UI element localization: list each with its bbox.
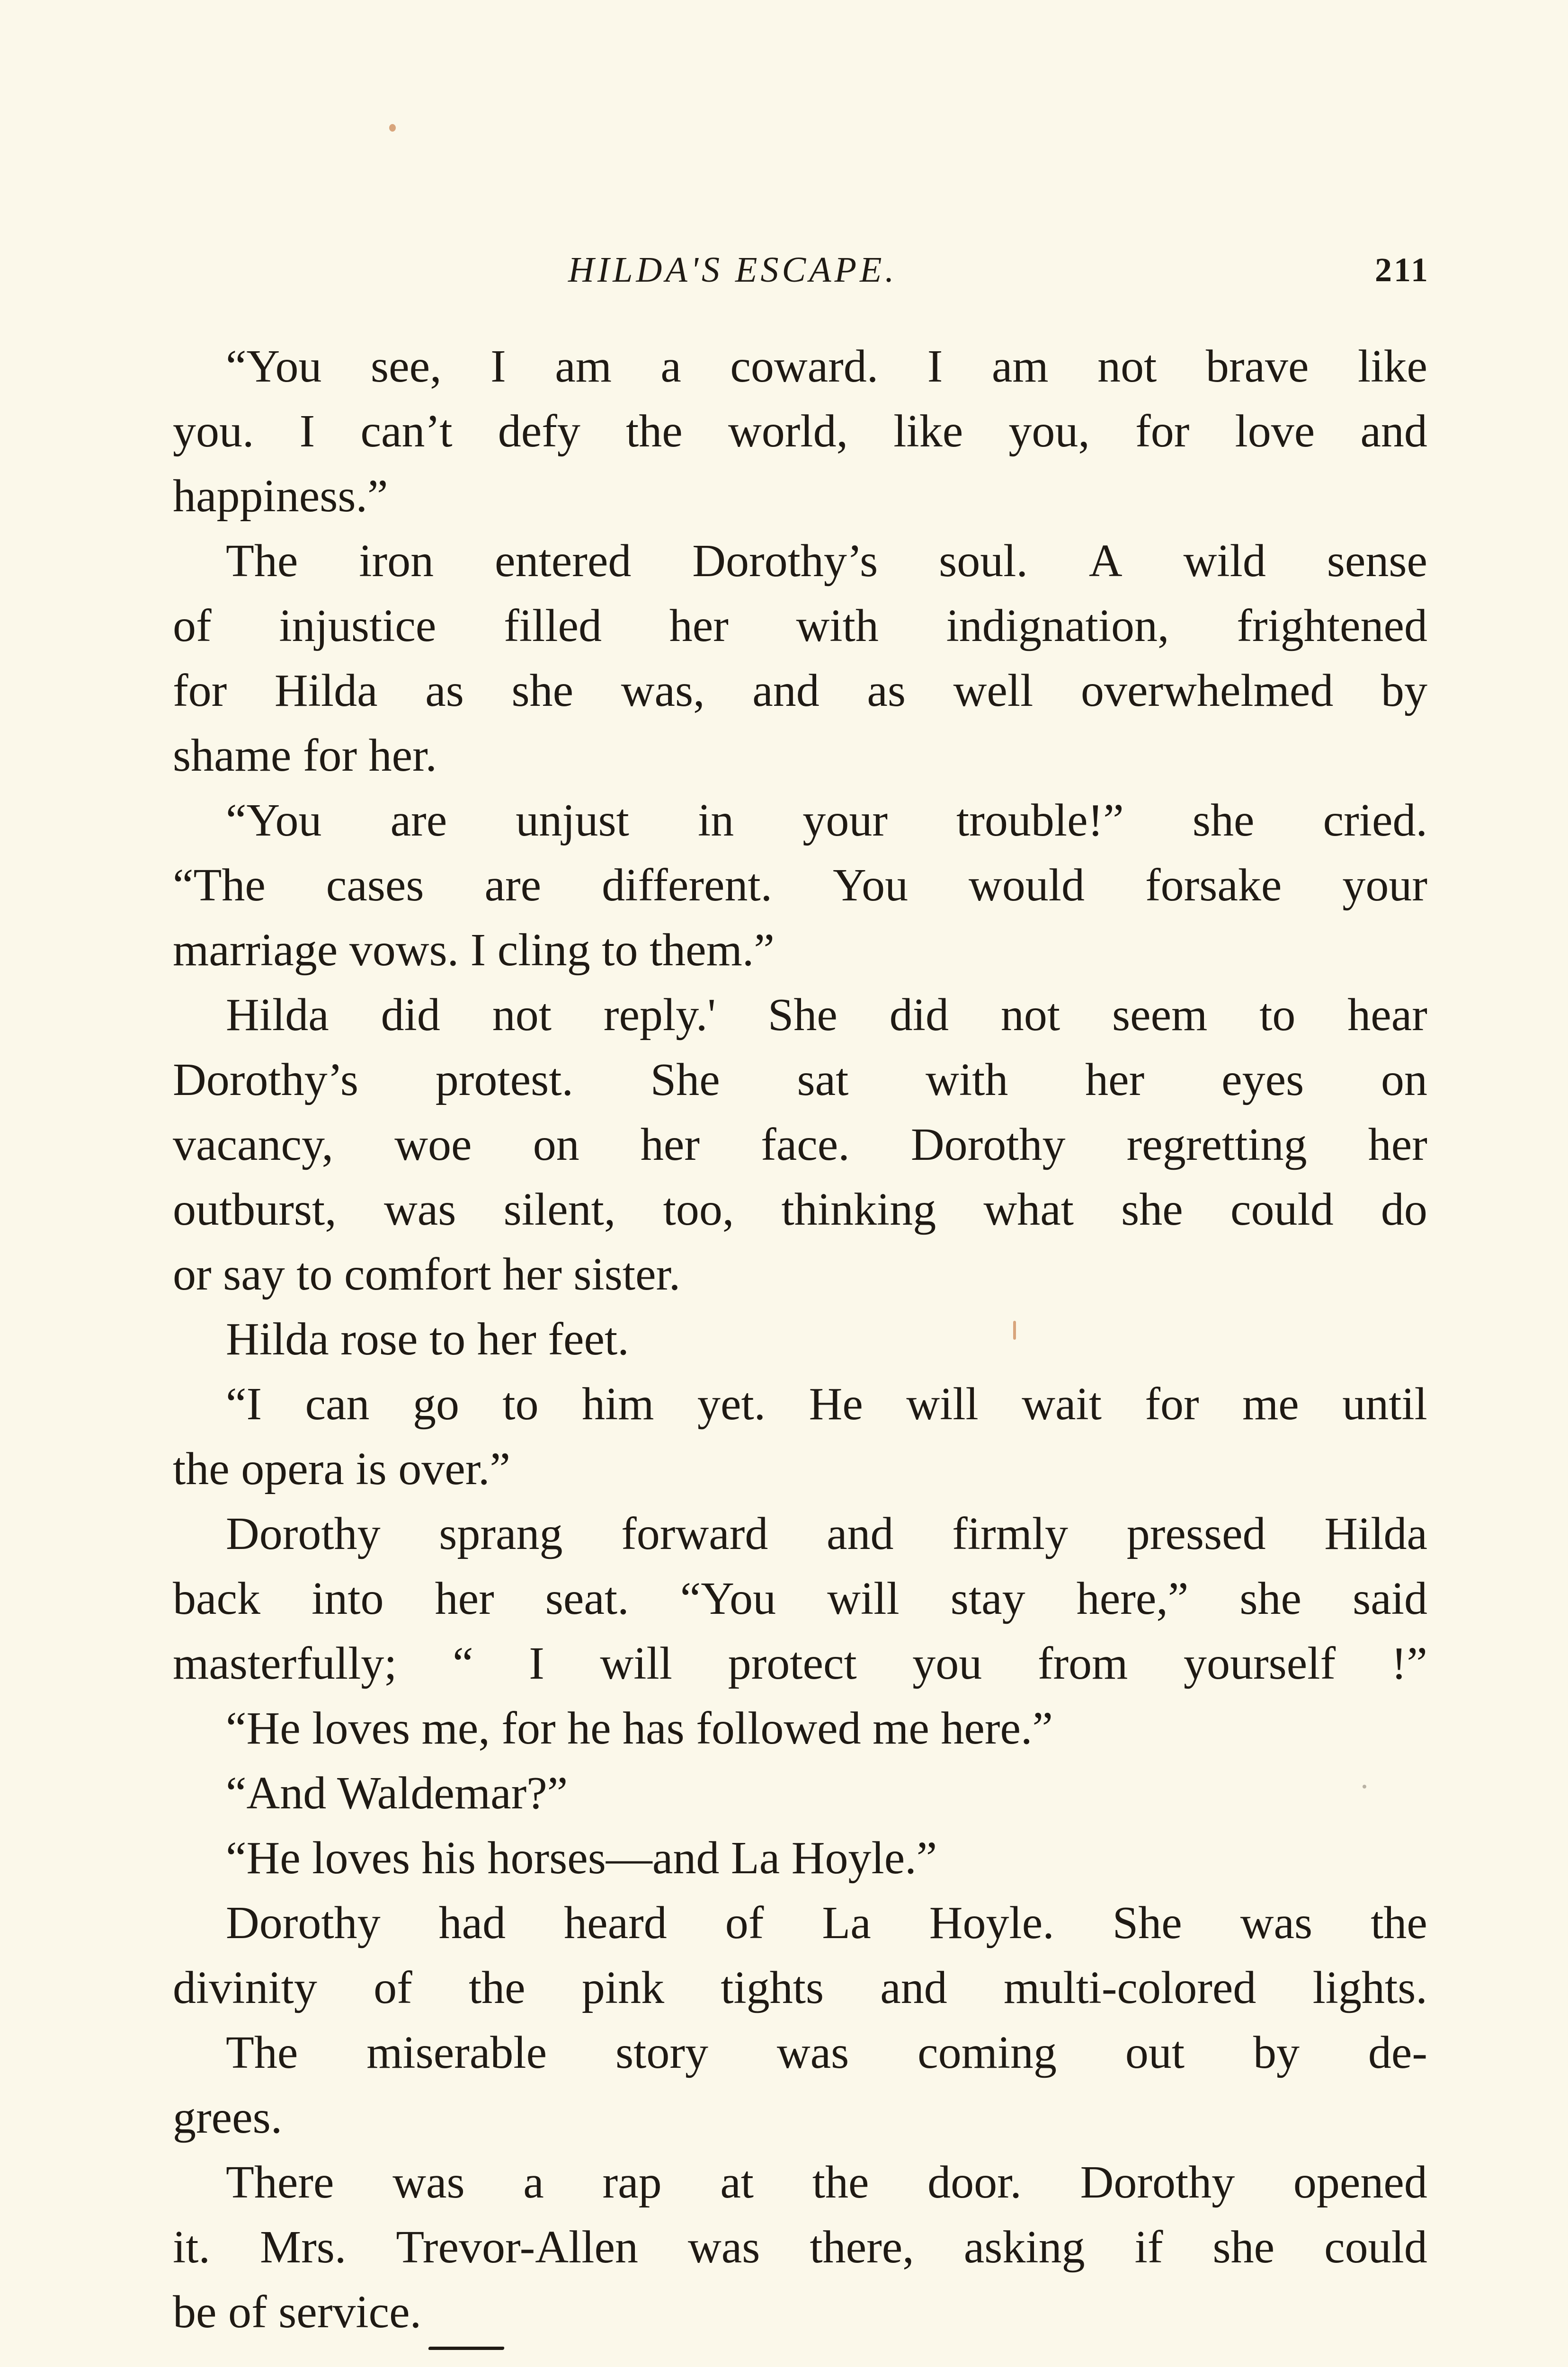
word: am [991, 341, 1049, 392]
word: “I [226, 1379, 262, 1430]
word: A [1088, 535, 1123, 587]
word: forsake [1145, 860, 1282, 911]
word: “ [453, 1638, 473, 1689]
word: There [226, 2157, 334, 2208]
word: injustice [279, 600, 437, 651]
word: The [226, 2027, 298, 2078]
text-line [173, 1891, 1427, 1956]
word: I [490, 341, 506, 392]
word: can’t [360, 406, 453, 457]
word: she [1121, 1184, 1183, 1235]
word: world, [728, 406, 848, 457]
text-line-words [173, 594, 1427, 658]
text-line-words [226, 334, 1427, 399]
word: rap [602, 2157, 662, 2208]
word: to [1259, 989, 1296, 1041]
word: !” [1391, 1638, 1427, 1689]
text-line-words [226, 1372, 1427, 1437]
word: seat. [545, 1573, 629, 1624]
word: could [1324, 2222, 1427, 2273]
word: Dorothy’s [173, 1054, 358, 1105]
paper-speck [389, 124, 396, 132]
word: and [1360, 406, 1427, 457]
word: was [392, 2157, 465, 2208]
word: coming [918, 2027, 1057, 2078]
word: Dorothy [1080, 2157, 1235, 2208]
word: her [640, 1119, 700, 1170]
word: firmly [952, 1508, 1069, 1559]
word: the [626, 406, 683, 457]
word: wild [1183, 535, 1266, 587]
word: until [1342, 1379, 1427, 1430]
word: and [880, 1962, 947, 2013]
word: you, [1008, 406, 1090, 457]
text-line-words [226, 529, 1427, 594]
word: iron [359, 535, 434, 587]
word: by [1253, 2027, 1300, 2078]
word: wait [1022, 1379, 1102, 1430]
text-line-words [226, 1502, 1427, 1566]
word: protect [728, 1638, 857, 1689]
text-line-words [173, 1177, 1427, 1242]
word: and [752, 665, 820, 716]
word: heard [564, 1897, 667, 1949]
word: will [906, 1379, 979, 1430]
word: not [1000, 989, 1060, 1041]
word: love [1235, 406, 1315, 457]
end-ornament-dash [428, 2347, 504, 2350]
word: of [173, 600, 212, 651]
word: sense [1327, 535, 1427, 587]
word: She [650, 1054, 720, 1105]
word: was [687, 2222, 760, 2273]
word: Dorothy [226, 1897, 381, 1949]
word: forward [621, 1508, 768, 1559]
text-line [173, 853, 1427, 918]
word: there, [810, 2222, 914, 2273]
word: can [305, 1379, 370, 1430]
word: protest. [435, 1054, 573, 1105]
word: frightened [1237, 600, 1427, 651]
word: eyes [1221, 1054, 1304, 1105]
word: am [555, 341, 612, 392]
text-line-words [173, 1956, 1427, 2020]
word: pink [581, 1962, 665, 2013]
word: you [912, 1638, 982, 1689]
word: miserable [366, 2027, 547, 2078]
word: seem [1112, 989, 1208, 1041]
text-line-words [173, 1631, 1427, 1696]
text-line: marriage vows. I cling to them.” [173, 925, 775, 976]
word: opened [1293, 2157, 1427, 2208]
word: into [312, 1573, 384, 1624]
running-title: HILDA'S ESCAPE. [568, 250, 898, 290]
word: the [1371, 1897, 1427, 1949]
word: as [425, 665, 464, 716]
word: The [226, 535, 298, 587]
word: thinking [781, 1184, 936, 1235]
word: will [827, 1573, 900, 1624]
text-line: shame for her. [173, 730, 437, 781]
word: me [1242, 1379, 1299, 1430]
word: too, [663, 1184, 734, 1235]
word: Dorothy’s [692, 535, 878, 587]
text-line-words [173, 399, 1427, 464]
text-line-words [226, 2020, 1427, 2085]
word: divinity [173, 1962, 317, 2013]
word: go [412, 1379, 459, 1430]
word: said [1353, 1573, 1427, 1624]
text-line [173, 1631, 1427, 1696]
word: coward. [730, 341, 879, 392]
word: Hilda [1324, 1508, 1427, 1559]
text-line-words [173, 1566, 1427, 1631]
paper-speck [1363, 1785, 1366, 1789]
word: vacancy, [173, 1119, 334, 1170]
word: for [173, 665, 227, 716]
word: yourself [1184, 1638, 1336, 1689]
word: “The [173, 860, 266, 911]
text-line [173, 2215, 1427, 2280]
word: would [969, 860, 1085, 911]
word: not [492, 989, 552, 1041]
word: her [1368, 1119, 1427, 1170]
word: your [802, 795, 888, 846]
word: I [927, 341, 943, 392]
word: brave [1205, 341, 1309, 392]
word: by [1381, 665, 1427, 716]
word: multi-colored [1003, 1962, 1256, 2013]
word: Hoyle. [929, 1897, 1054, 1949]
word: door. [927, 2157, 1022, 2208]
text-line [173, 1112, 1427, 1177]
word: You [833, 860, 909, 911]
text-line [173, 2150, 1427, 2215]
word: the [468, 1962, 526, 2013]
text-line-words [226, 983, 1427, 1048]
word: sat [797, 1054, 849, 1105]
word: She [767, 989, 837, 1041]
word: as [867, 665, 906, 716]
word: regretting [1126, 1119, 1307, 1170]
word: her [435, 1573, 494, 1624]
word: de- [1368, 2027, 1427, 2078]
word: to [502, 1379, 539, 1430]
text-line [173, 334, 1427, 399]
text-line: “He loves his horses—and La Hoyle.” [226, 1833, 937, 1884]
text-line [173, 1048, 1427, 1112]
word: “You [680, 1573, 776, 1624]
word: could [1230, 1184, 1334, 1235]
text-line-words [173, 1112, 1427, 1177]
page-number: 211 [1374, 251, 1430, 289]
word: him [582, 1379, 654, 1430]
word: trouble!” [956, 795, 1124, 846]
word: yet. [697, 1379, 766, 1430]
word: she [1192, 795, 1255, 846]
word: your [1342, 860, 1427, 911]
word: Mrs. [259, 2222, 347, 2273]
text-line [173, 983, 1427, 1048]
word: it. [173, 2222, 210, 2273]
text-line [173, 529, 1427, 594]
word: entered [495, 535, 632, 587]
word: face. [761, 1119, 850, 1170]
text-line [173, 1502, 1427, 1566]
word: at [720, 2157, 754, 2208]
word: outburst, [173, 1184, 337, 1235]
word: cried. [1323, 795, 1427, 846]
word: her [1085, 1054, 1145, 1105]
text-line: happiness.” [173, 471, 388, 522]
word: overwhelmed [1080, 665, 1334, 716]
word: had [438, 1897, 506, 1949]
word: are [390, 795, 447, 846]
word: in [697, 795, 734, 846]
word: cases [326, 860, 424, 911]
word: woe [394, 1119, 472, 1170]
word: of [374, 1962, 412, 2013]
word: a [660, 341, 681, 392]
word: do [1381, 1184, 1427, 1235]
text-line [173, 1177, 1427, 1242]
text-line: Hilda rose to her feet. [226, 1314, 629, 1365]
word: for [1135, 406, 1190, 457]
text-line-words [226, 1891, 1427, 1956]
text-line-words [173, 1048, 1427, 1112]
word: lights. [1312, 1962, 1427, 2013]
word: “You [226, 795, 322, 846]
word: like [1357, 341, 1427, 392]
word: Dorothy [226, 1508, 381, 1559]
word: He [809, 1379, 863, 1430]
word: I [299, 406, 315, 457]
word: a [523, 2157, 544, 2208]
word: with [926, 1054, 1008, 1105]
word: she [1212, 2222, 1275, 2273]
text-line-words [226, 2150, 1427, 2215]
word: will [600, 1638, 672, 1689]
word: you. [173, 406, 254, 457]
text-line [173, 788, 1427, 853]
word: with [796, 600, 879, 651]
text-line: or say to comfort her sister. [173, 1249, 681, 1300]
word: asking [963, 2222, 1085, 2273]
word: stay [950, 1573, 1025, 1624]
word: La [822, 1897, 871, 1949]
text-line: grees. [173, 2092, 283, 2143]
word: from [1037, 1638, 1128, 1689]
text-line-words [173, 2215, 1427, 2280]
word: defy [498, 406, 580, 457]
word: story [615, 2027, 708, 2078]
word: did [889, 989, 949, 1041]
word: well [953, 665, 1033, 716]
word: indignation, [946, 600, 1169, 651]
word: Dorothy [910, 1119, 1066, 1170]
word: out [1125, 2027, 1185, 2078]
word: filled [504, 600, 602, 651]
word: Hilda [274, 665, 378, 716]
word: reply.' [603, 989, 716, 1041]
word: for [1145, 1379, 1199, 1430]
word: masterfully; [173, 1638, 397, 1689]
word: see, [370, 341, 442, 392]
word: “You [226, 341, 322, 392]
word: was [776, 2027, 849, 2078]
text-line [173, 1566, 1427, 1631]
text-line [173, 2020, 1427, 2085]
text-line: “And Waldemar?” [226, 1768, 568, 1819]
word: unjust [516, 795, 629, 846]
word: Trevor-Allen [396, 2222, 638, 2273]
word: here,” [1076, 1573, 1189, 1624]
word: She [1112, 1897, 1182, 1949]
word: Hilda [226, 989, 329, 1041]
word: I [529, 1638, 544, 1689]
word: hear [1347, 989, 1427, 1041]
word: of [725, 1897, 764, 1949]
word: the [812, 2157, 869, 2208]
word: on [1381, 1054, 1427, 1105]
paper-speck [1013, 1321, 1016, 1340]
word: what [983, 1184, 1074, 1235]
word: if [1134, 2222, 1163, 2273]
word: back [173, 1573, 260, 1624]
word: her [669, 600, 729, 651]
word: and [826, 1508, 894, 1559]
word: silent, [503, 1184, 616, 1235]
word: she [511, 665, 574, 716]
text-line: be of service. [173, 2287, 422, 2338]
word: on [533, 1119, 579, 1170]
text-line: the opera is over.” [173, 1443, 510, 1495]
word: was, [621, 665, 705, 716]
word: she [1239, 1573, 1302, 1624]
text-line-words [173, 658, 1427, 723]
text-line-words [173, 853, 1427, 918]
text-line [173, 1372, 1427, 1437]
word: was [1240, 1897, 1313, 1949]
word: are [484, 860, 542, 911]
text-line-words [226, 788, 1427, 853]
word: tights [721, 1962, 824, 2013]
text-line [173, 1956, 1427, 2020]
text-line [173, 658, 1427, 723]
word: did [381, 989, 440, 1041]
text-line: “He loves me, for he has followed me here.” [226, 1703, 1053, 1754]
text-line [173, 399, 1427, 464]
body-text [173, 334, 1427, 2345]
word: was [383, 1184, 456, 1235]
text-line [173, 594, 1427, 658]
word: pressed [1126, 1508, 1266, 1559]
word: soul. [939, 535, 1028, 587]
word: not [1097, 341, 1157, 392]
page-header [568, 237, 1430, 303]
word: like [893, 406, 963, 457]
word: sprang [439, 1508, 563, 1559]
word: different. [602, 860, 773, 911]
